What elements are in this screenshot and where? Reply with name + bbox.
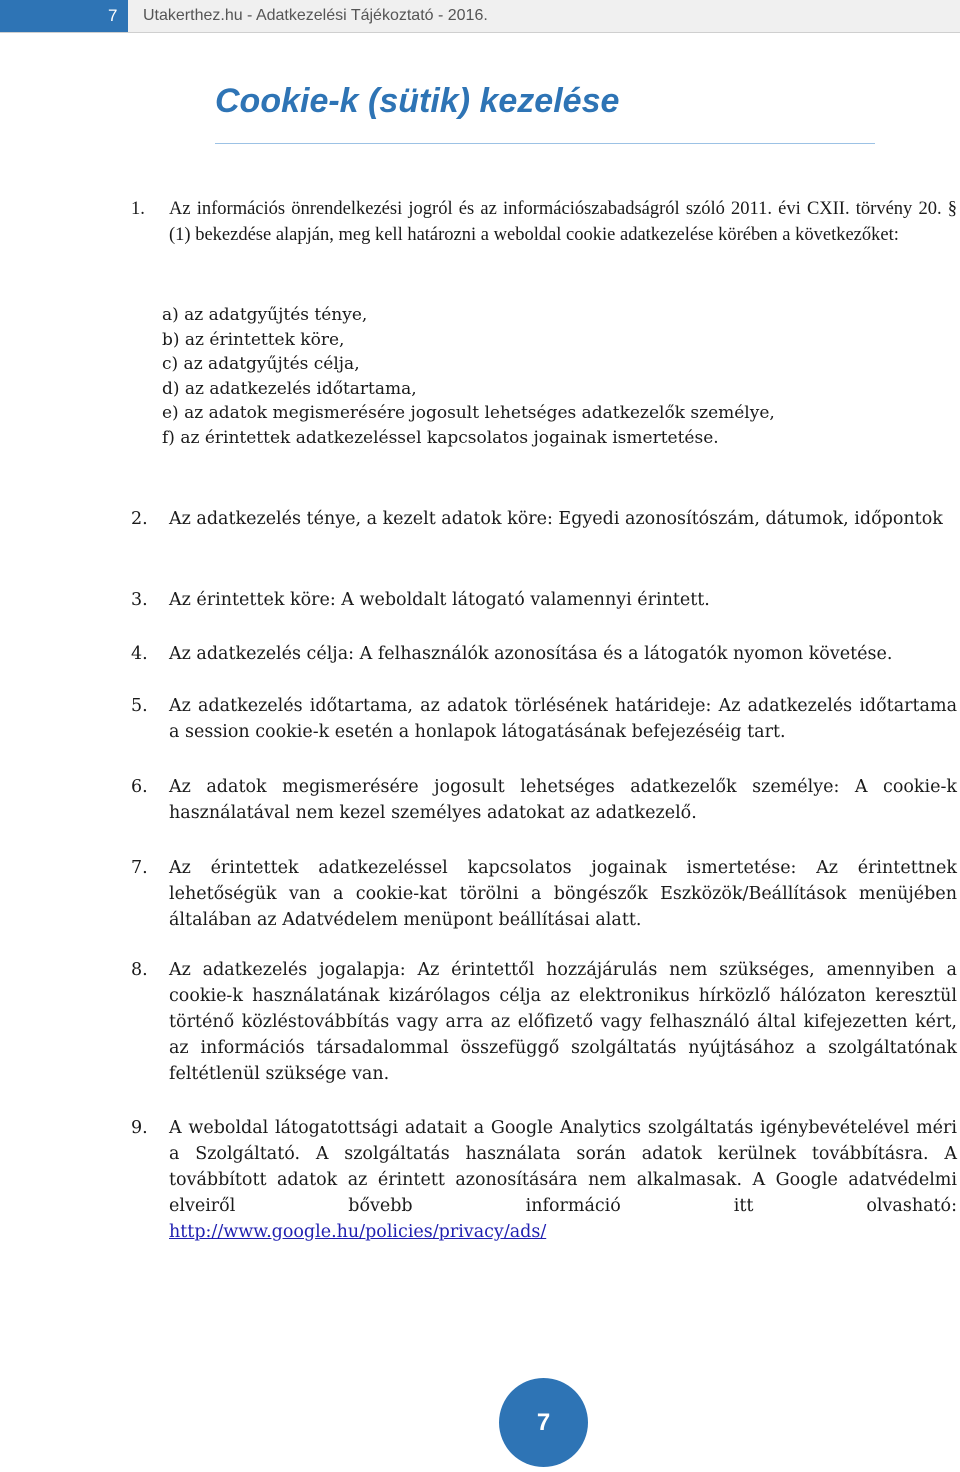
item-number: 8.: [131, 960, 148, 980]
title-underline: [215, 143, 875, 144]
sublist-item-a: a) az adatgyűjtés ténye,: [162, 305, 368, 325]
item-number: 6.: [131, 777, 148, 797]
item-number: 2.: [131, 509, 148, 529]
item-body: [169, 1115, 957, 1245]
item-number: 3.: [131, 590, 148, 610]
item-number: 1.: [131, 199, 145, 219]
sublist-item-d: d) az adatkezelés időtartama,: [162, 378, 417, 399]
list-item-3: [131, 587, 957, 613]
item-number: 5.: [131, 696, 148, 716]
header-page-number: 7: [0, 0, 128, 32]
item-text: Az információs önrendelkezési jogról és az információszabadságról szóló 2011. évi CXII. törvény 20. § (1) bekezdése alapján, meg kell határozni a weboldal cookie adatkezelése körében a következőket:: [169, 199, 957, 245]
item-text: A weboldal látogatottsági adatait a Google Analytics szolgáltatás igénybevételével méri a Szolgáltató. A szolgáltatás használata során adatok kerülnek továbbításra. A továbbított adatok az érintett azonosítására nem alkalmasak. A Google adatvédelmi elveiről bővebb információ itt olvasható:: [169, 1118, 957, 1216]
sublist-item-e: e) az adatok megismerésére jogosult lehetséges adatkezelők személye,: [162, 403, 775, 424]
google-privacy-link[interactable]: http://www.google.hu/policies/privacy/ads/: [169, 1222, 547, 1242]
item-text: Az érintettek adatkezeléssel kapcsolatos jogainak ismertetése: Az érintettnek lehetőségük van a cookie-kat törölni a böngészők Eszközök/Beállítások menüjében általában az Adatvédelem menüpont beállításai alatt.: [169, 858, 957, 930]
list-item-5: [131, 693, 957, 745]
sublist-item-f: f) az érintettek adatkezeléssel kapcsolatos jogainak ismertetése.: [162, 427, 719, 448]
item-text: Az adatkezelés ténye, a kezelt adatok köre: Egyedi azonosítószám, dátumok, időpontok: [169, 509, 943, 529]
item-number: 4.: [131, 644, 148, 664]
sublist-item-c: c) az adatgyűjtés célja,: [162, 354, 360, 375]
item-number: 9.: [131, 1118, 148, 1138]
list-item-4: [131, 641, 957, 667]
page-number-badge: 7: [499, 1378, 588, 1467]
list-item-9: [131, 1115, 957, 1245]
item-text: Az adatkezelés időtartama, az adatok törlésének határideje: Az adatkezelés időtartama a session cookie-k esetén a honlapok látogatásának befejezéséig tart.: [169, 696, 957, 742]
header-title: Utakerthez.hu - Adatkezelési Tájékoztató - 2016.: [143, 7, 488, 24]
item-text: Az érintettek köre: A weboldalt látogató valamennyi érintett.: [169, 590, 710, 610]
list-item-6: [131, 774, 957, 826]
item-text: Az adatkezelés célja: A felhasználók azonosítása és a látogatók nyomon követése.: [169, 644, 893, 664]
list-item-7: [131, 855, 957, 933]
page-header: [0, 0, 960, 33]
list-item-2: [131, 506, 957, 532]
list-item-1: [131, 196, 957, 248]
list-item-8: [131, 957, 957, 1087]
sublist-item-b: b) az érintettek köre,: [162, 329, 345, 350]
section-title: Cookie-k (sütik) kezelése: [215, 82, 620, 120]
cookie-aspects-list: [162, 303, 942, 451]
item-number: 7.: [131, 858, 148, 878]
item-text: Az adatkezelés jogalapja: Az érintettől hozzájárulás nem szükséges, amennyiben a cookie-k használatának kizárólagos célja az elektronikus hírközlő hálózaton keresztül történő közléstovábbítás vagy arra az előfizető vagy felhasználó által kifejezetten kért, az információs társadalommal összefüggő szolgáltatás nyújtásához a szolgáltatónak feltétlenül szüksége van.: [169, 960, 957, 1084]
item-text: Az adatok megismerésére jogosult lehetséges adatkezelők személye: A cookie-k használatával nem kezel személyes adatokat az adatkezelő.: [169, 777, 957, 823]
